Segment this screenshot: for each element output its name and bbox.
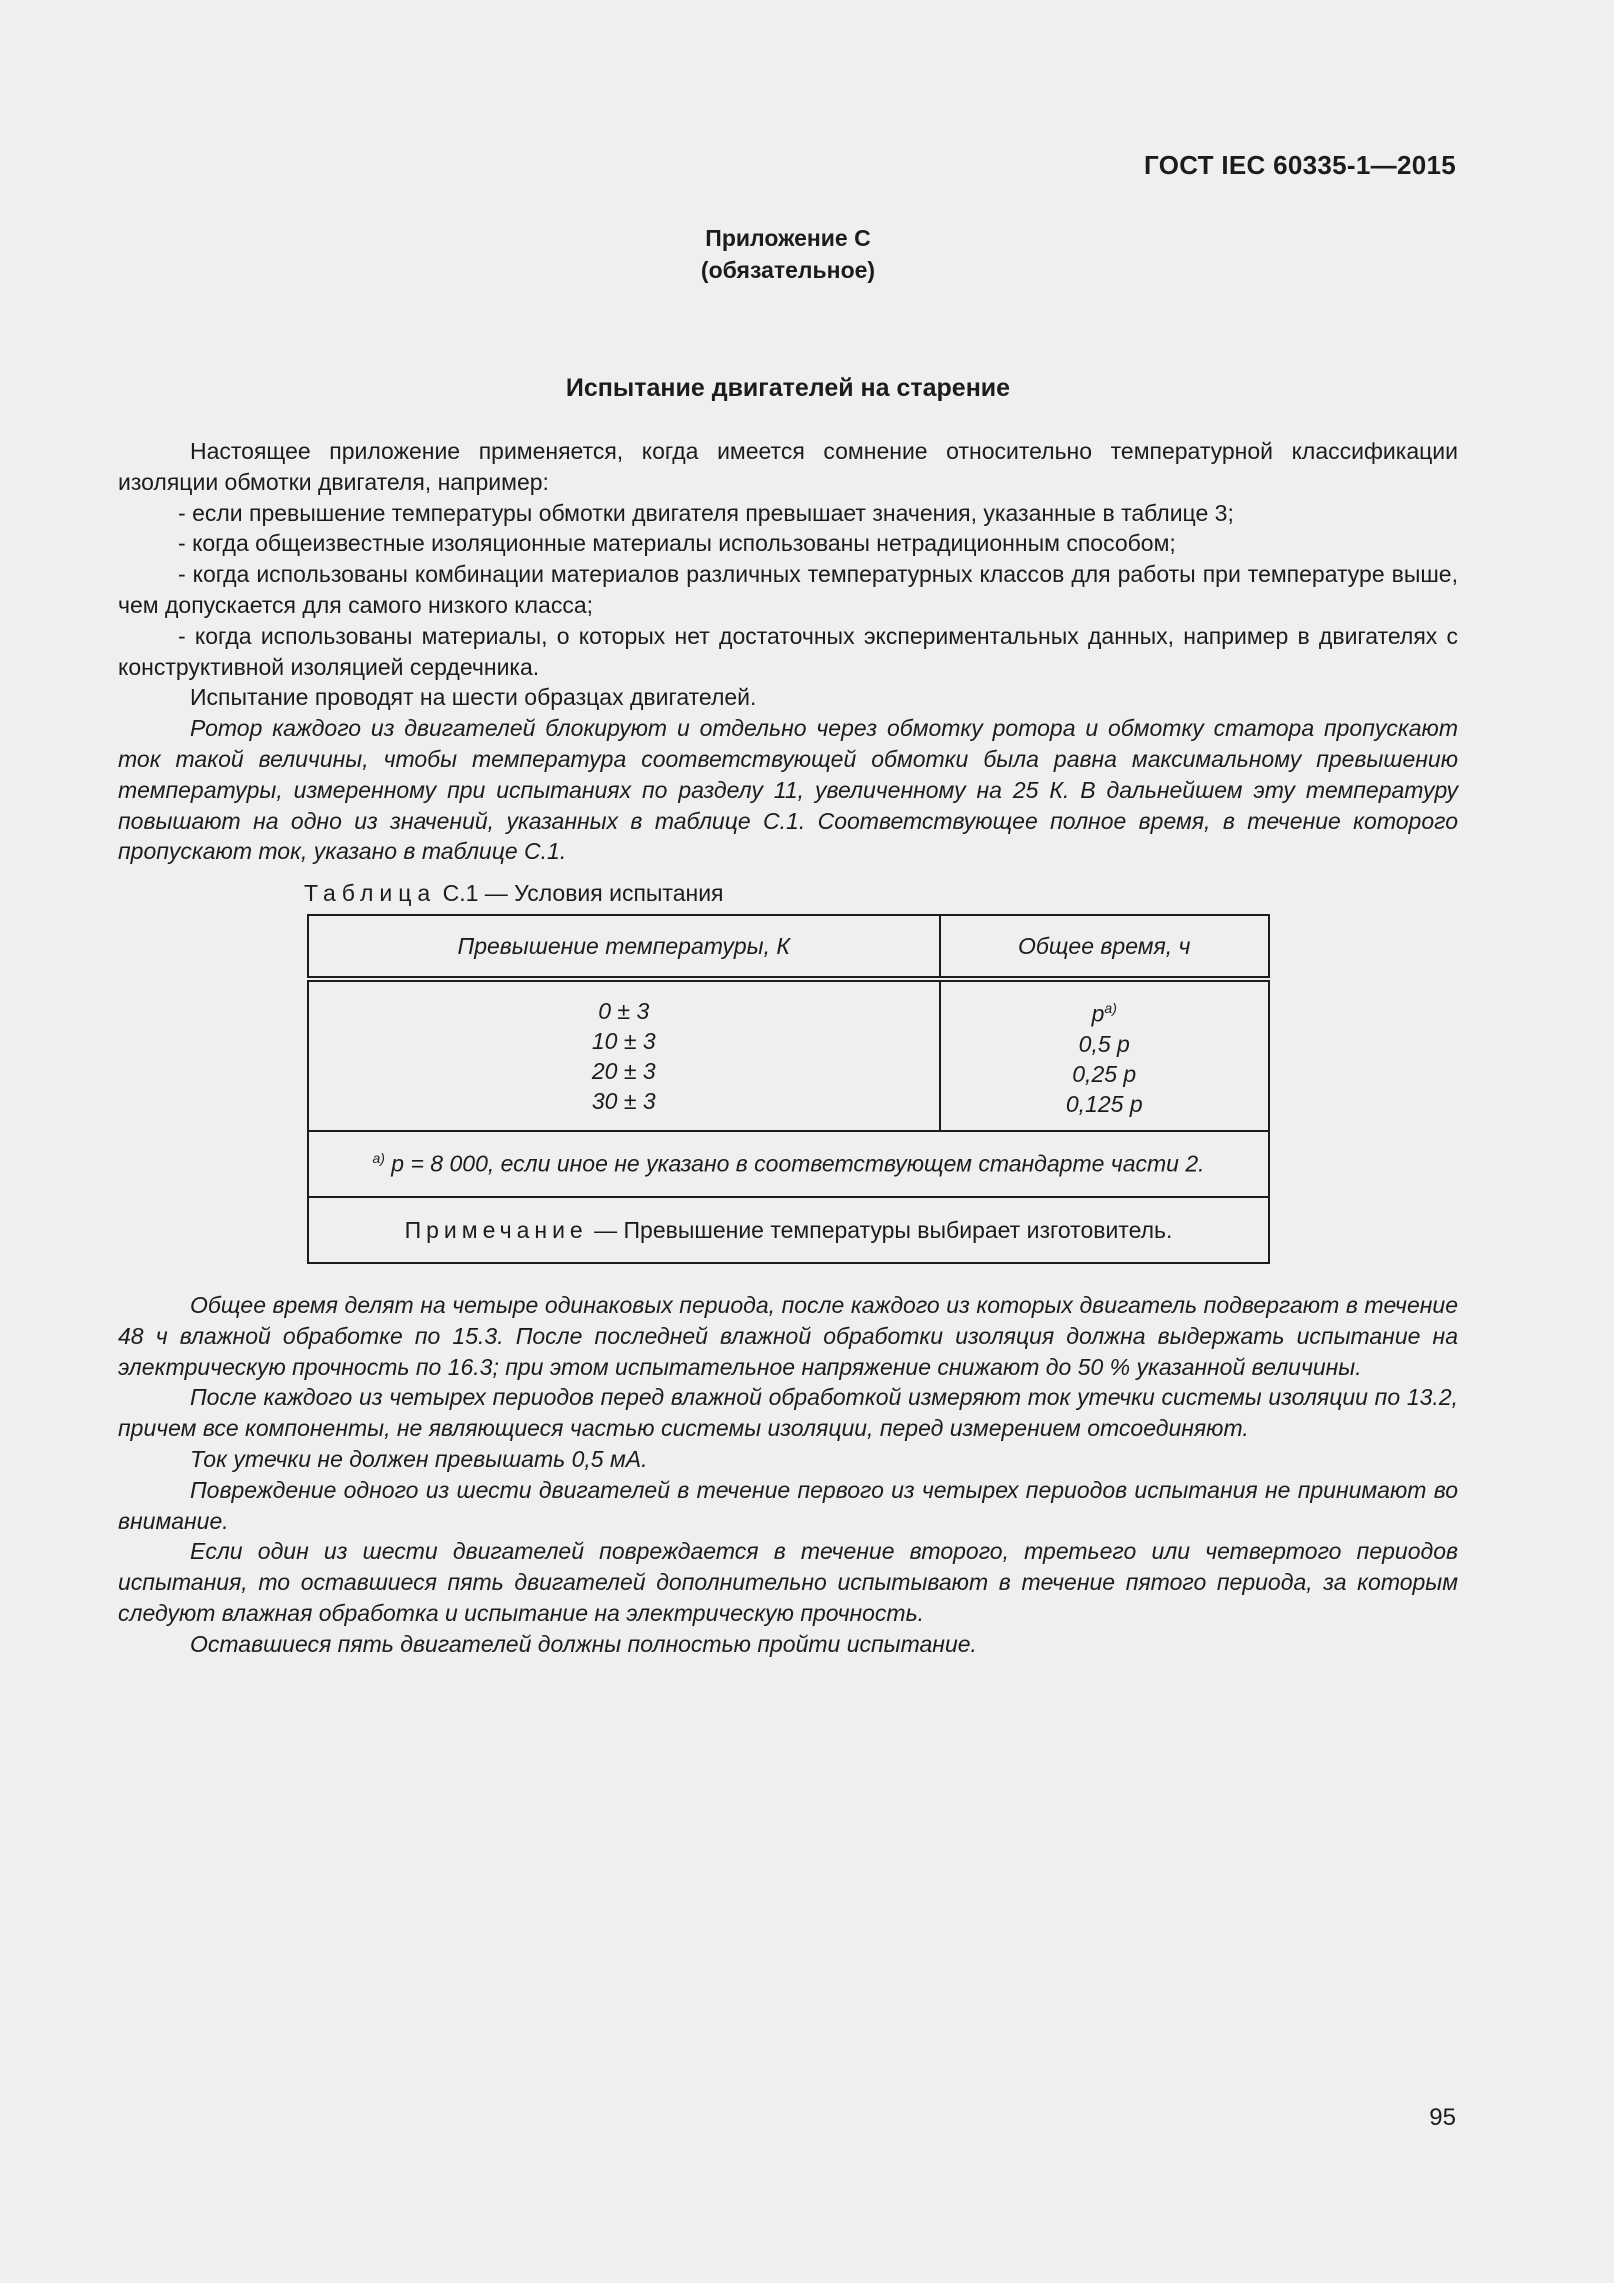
leakage-limit-paragraph: Ток утечки не должен превышать 0,5 мА.: [190, 1445, 648, 1472]
bullet-item: - когда использованы материалы, о которых нет достаточных экспериментальных данных, например в двигателях с конструктивной изоляцией сердечника.: [118, 622, 1459, 680]
bullet-item: - когда общеизвестные изоляционные материалы использованы нетрадиционным способом;: [178, 530, 1176, 557]
samples-paragraph: Испытание проводят на шести образцах двигателей.: [190, 684, 757, 711]
annex-status: (обязательное): [700, 257, 876, 283]
table-note: [308, 1197, 1269, 1263]
table-values-row: [308, 979, 1269, 1131]
bullet-item: - когда использованы комбинации материалов различных температурных классов для работы при температуре выше, чем допускается для самого низкого класса;: [118, 561, 1458, 618]
table-cell: 0,125 p: [1065, 1090, 1143, 1117]
rotor-paragraph: Ротор каждого из двигателей блокируют и отдельно через обмотку ротора и обмотку статора пропускают ток такой величины, чтобы температура соответствующей обмотки была равна максимальному превышению температуры, измеренному при испытаниях по разделу 11, увеличенному на 25 К. В дальнейшем эту температуру повышают на одно из значений, указанных в таблице С.1. Соответствующее полное время, в течение которого пропускают ток, указано в таблице С.1.: [118, 715, 1458, 865]
bullet-item: - если превышение температуры обмотки двигателя превышает значения, указанные в таблице 3;: [178, 499, 1234, 526]
table-note-row: [308, 1197, 1269, 1263]
first-period-paragraph: Повреждение одного из шести двигателей в течение первого из четырех периодов испытания не принимают во внимание.: [118, 1476, 1458, 1534]
periods-paragraph: Общее время делят на четыре одинаковых периода, после каждого из которых двигатель подвергают в течение 48 ч влажной обработке по 15.3. После последней влажной обработки изоляция должна выдержать испытание на электрическую прочность по 16.3; при этом испытательное напряжение снижают до 50 % указанной величины.: [118, 1292, 1458, 1380]
table-caption: [304, 880, 724, 907]
page-number: 95: [1429, 2104, 1456, 2131]
fifth-period-paragraph: Если один из шести двигателей повреждается в течение второго, третьего или четвертого периодов испытания, то оставшиеся пять двигателей дополнительно испытывают в течение пятого периода, за которым следуют влажная обработка и испытание на электрическую прочность.: [118, 1538, 1458, 1626]
section-title: Испытание двигателей на старение: [565, 374, 1011, 402]
table-header-row: [308, 915, 1269, 979]
footnote-text: p = 8 000, если иное не указано в соответствующем стандарте части 2.: [391, 1150, 1205, 1177]
footnote-mark: a): [372, 1150, 385, 1167]
note-text: — Превышение температуры выбирает изготовитель.: [594, 1216, 1173, 1243]
intro-text: [118, 436, 1458, 867]
table-footnote-row: [308, 1131, 1269, 1197]
table-cell: 30 ± 3: [591, 1088, 656, 1114]
footnote-ref: a): [1104, 1000, 1117, 1017]
table-cell: 0 ± 3: [598, 998, 650, 1024]
document-code: ГОСТ IEC 60335-1—2015: [1144, 150, 1456, 180]
intro-paragraph: Настоящее приложение применяется, когда имеется сомнение относительно температурной классификации изоляции обмотки двигателя, например:: [118, 438, 1458, 495]
table-caption-prefix: Таблица: [304, 880, 437, 906]
col-header-time: Общее время, ч: [940, 915, 1270, 979]
table-cell: 20 ± 3: [591, 1058, 656, 1084]
table-cell: 10 ± 3: [591, 1028, 656, 1054]
note-label: Примечание: [404, 1216, 588, 1243]
annex-title: Приложение С: [705, 225, 871, 251]
table-footnote: [308, 1131, 1269, 1197]
table-cell: $p^{a)}$: [1091, 1000, 1117, 1027]
test-conditions-table: [307, 914, 1270, 1264]
after-table-text: [118, 1290, 1458, 1660]
final-paragraph: Оставшиеся пять двигателей должны полностью пройти испытание.: [190, 1630, 977, 1657]
time-values: [940, 979, 1270, 1131]
col-header-temperature: Превышение температуры, К: [308, 915, 940, 979]
table-caption-text: С.1 — Условия испытания: [442, 880, 724, 906]
temperature-values: [308, 979, 940, 1131]
leakage-measure-paragraph: После каждого из четырех периодов перед влажной обработкой измеряют ток утечки системы изоляции по 13.2, причем все компоненты, не являющиеся частью системы изоляции, перед измерением отсоединяют.: [118, 1384, 1458, 1442]
table-cell: 0,25 p: [1072, 1060, 1137, 1087]
annex-heading: [0, 222, 1576, 286]
table-cell: 0,5 p: [1078, 1030, 1130, 1057]
